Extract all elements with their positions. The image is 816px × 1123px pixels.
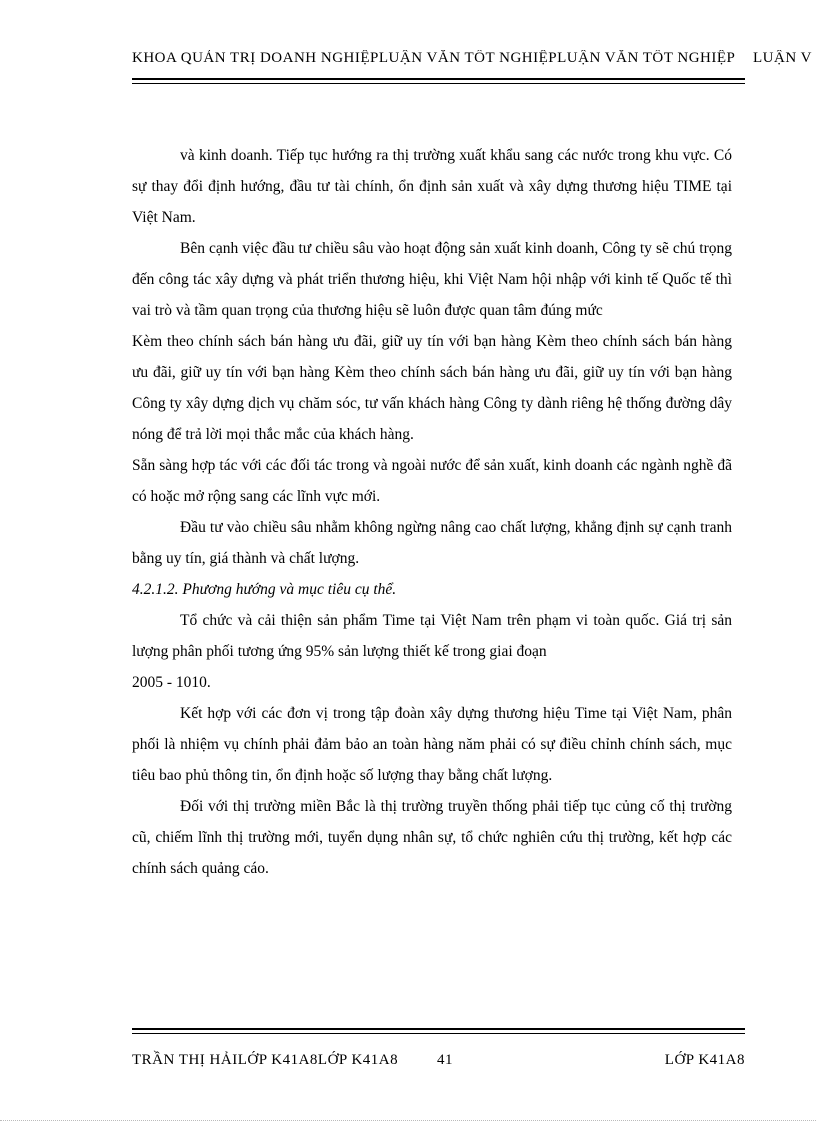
page-number: 41 bbox=[437, 1052, 453, 1068]
paragraph-6: Tổ chức và cải thiện sản phẩm Time tại Việt Nam trên phạm vi toàn quốc. Giá trị sản lượng phân phối tương ứng 95% sản lượng thiết kế trong giai đoạn bbox=[132, 612, 732, 660]
paragraph-4: Sẵn sàng hợp tác với các đối tác trong và ngoài nước để sản xuất, kinh doanh các ngành nghề đã có hoặc mở rộng sang các lĩnh vực mới. bbox=[132, 457, 732, 505]
paragraph-6-years: 2005 - 1010. bbox=[132, 674, 211, 691]
header-right-text: LUẬN V bbox=[753, 50, 812, 66]
page-bottom-border bbox=[0, 1120, 816, 1121]
section-subheading: 4.2.1.2. Phương hướng và mục tiêu cụ thể. bbox=[132, 581, 397, 598]
paragraph-1: và kinh doanh. Tiếp tục hướng ra thị trường xuất khẩu sang các nước trong khu vực. Có sự thay đổi định hướng, đầu tư tài chính, ổn định sản xuất và xây dựng thương hiệu TIME tại Việt Nam. bbox=[132, 147, 732, 226]
paragraph-3: Kèm theo chính sách bán hàng ưu đãi, giữ uy tín với bạn hàng Kèm theo chính sách bán hàng ưu đãi, giữ uy tín với bạn hàng Kèm theo chính sách bán hàng ưu đãi, giữ uy tín với bạn hàng Công ty xây dựng dịch vụ chăm sóc, tư vấn khách hàng Công ty dành riêng hệ thống đường dây nóng để trả lời mọi thắc mắc của khách hàng. bbox=[132, 333, 732, 443]
paragraph-5: Đầu tư vào chiều sâu nhằm không ngừng nâng cao chất lượng, khẳng định sự cạnh tranh bằng uy tín, giá thành và chất lượng. bbox=[132, 519, 732, 567]
paragraph-7: Kết hợp với các đơn vị trong tập đoàn xây dựng thương hiệu Time tại Việt Nam, phân phối là nhiệm vụ chính phải đảm bảo an toàn hàng năm phải có sự điều chỉnh chính sách, mục tiêu bao phủ thông tin, ổn định hoặc số lượng thay bằng chất lượng. bbox=[132, 705, 732, 784]
document-body bbox=[132, 140, 732, 884]
header-rule-thin bbox=[132, 83, 745, 84]
footer-author: TRẦN THỊ HẢILỚP K41A8LỚP K41A8 bbox=[132, 1052, 399, 1068]
header-rule-thick bbox=[132, 78, 745, 80]
paragraph-8: Đối với thị trường miền Bắc là thị trường truyền thống phải tiếp tục củng cố thị trường cũ, chiếm lĩnh thị trường mới, tuyển dụng nhân sự, tổ chức nghiên cứu thị trường, kết hợp các chính sách quảng cáo. bbox=[132, 798, 732, 877]
paragraph-2: Bên cạnh việc đầu tư chiều sâu vào hoạt động sản xuất kinh doanh, Công ty sẽ chú trọng đến công tác xây dựng và phát triển thương hiệu, khi Việt Nam hội nhập với kinh tế Quốc tế thì vai trò và tầm quan trọng của thương hiệu sẽ luôn được quan tâm đúng mức bbox=[132, 240, 732, 319]
footer-rule-thick bbox=[132, 1028, 745, 1030]
page-header bbox=[132, 50, 816, 74]
footer-rule-thin bbox=[132, 1033, 745, 1034]
page-footer bbox=[132, 1052, 745, 1076]
header-title: KHOA QUẢN TRỊ DOANH NGHIỆPLUẬN VĂN TỐT NGHIỆPLUẬN VĂN TỐT NGHIỆP bbox=[132, 50, 736, 66]
footer-class: LỚP K41A8 bbox=[664, 1052, 745, 1068]
